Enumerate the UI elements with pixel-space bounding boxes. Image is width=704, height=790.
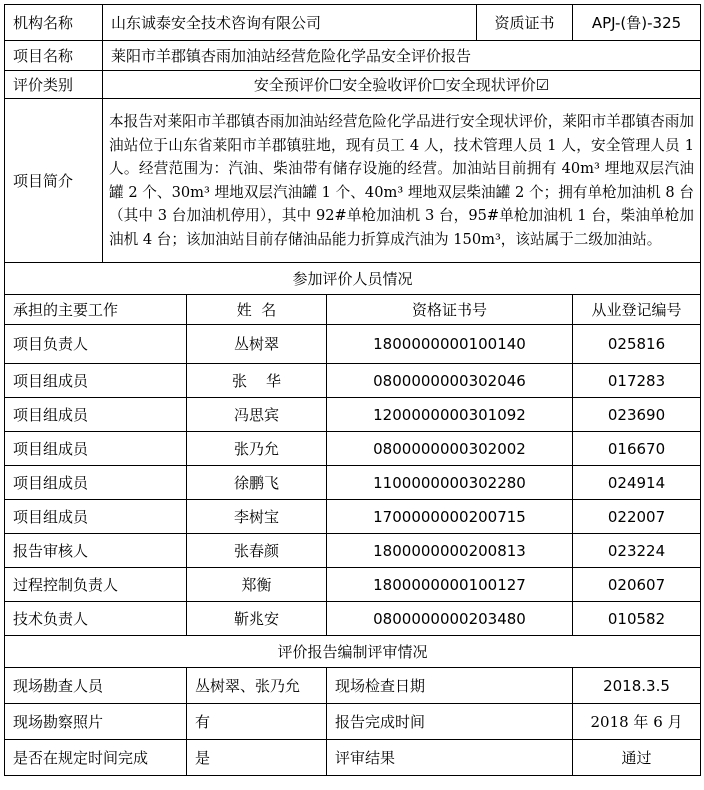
review-label: 现场检查日期 (327, 668, 573, 704)
review-label: 评审结果 (327, 740, 573, 776)
header-name: 姓 名 (187, 295, 327, 325)
personnel-row (5, 325, 701, 364)
person-reg: 022007 (573, 500, 701, 534)
person-role: 过程控制负责人 (5, 568, 187, 602)
review-value: 通过 (573, 740, 701, 776)
project-intro-text: 本报告对莱阳市羊郡镇杏雨加油站经营危险化学品进行安全现状评价，莱阳市羊郡镇杏雨加油站位于山东省莱阳市羊郡镇驻地，现有员工 4 人，技术管理人员 1 人，安全管理人员 1 人。经营范围为：汽油、柴油带有储存设施的经营。加油站目前拥有 40m³ 埋地双层汽油罐 2 个、30m³ 埋地双层汽油罐 1 个、40m³ 埋地双层柴油罐 2 个；拥有单枪加油机 8 台（其中 3 台加油机停用），其中 92#单枪加油机 3 台，95#单枪加油机 1 台，柴油单枪加油机 4 台；该加油站目前存储油品能力折算成汽油为 150m³，该站属于二级加油站。 (103, 99, 701, 263)
org-label: 机构名称 (5, 5, 103, 41)
person-role: 项目组成员 (5, 398, 187, 432)
person-name: 张春颜 (187, 534, 327, 568)
cert-label: 资质证书 (477, 5, 573, 41)
person-cert: 1700000000200715 (327, 500, 573, 534)
person-reg: 024914 (573, 466, 701, 500)
person-role: 项目组成员 (5, 432, 187, 466)
person-role: 项目组成员 (5, 364, 187, 398)
person-name: 冯思宾 (187, 398, 327, 432)
personnel-row (5, 466, 701, 500)
review-value: 丛树翠、张乃允 (187, 668, 327, 704)
personnel-row (5, 534, 701, 568)
person-cert: 1100000000302280 (327, 466, 573, 500)
person-cert: 0800000000302002 (327, 432, 573, 466)
review-label: 报告完成时间 (327, 704, 573, 740)
person-cert: 0800000000203480 (327, 602, 573, 636)
org-row (5, 5, 701, 41)
project-name-label: 项目名称 (5, 41, 103, 71)
evaluation-type-row (5, 71, 701, 99)
review-section-row (5, 636, 701, 668)
personnel-row (5, 398, 701, 432)
person-role: 项目负责人 (5, 325, 187, 364)
person-reg: 023690 (573, 398, 701, 432)
review-section-title: 评价报告编制评审情况 (5, 636, 701, 668)
personnel-row (5, 500, 701, 534)
project-intro-row (5, 99, 701, 263)
review-label: 现场勘查人员 (5, 668, 187, 704)
person-cert: 1800000000200813 (327, 534, 573, 568)
personnel-row (5, 568, 701, 602)
person-cert: 1800000000100127 (327, 568, 573, 602)
review-row (5, 740, 701, 776)
review-label: 是否在规定时间完成 (5, 740, 187, 776)
review-value: 有 (187, 704, 327, 740)
personnel-row (5, 602, 701, 636)
review-value: 2018 年 6 月 (573, 704, 701, 740)
person-name: 丛树翠 (187, 325, 327, 364)
review-row (5, 668, 701, 704)
person-cert: 1800000000100140 (327, 325, 573, 364)
personnel-row (5, 364, 701, 398)
person-name: 郑衡 (187, 568, 327, 602)
person-cert: 1200000000301092 (327, 398, 573, 432)
review-value: 2018.3.5 (573, 668, 701, 704)
info-table (4, 4, 701, 776)
review-label: 现场勘察照片 (5, 704, 187, 740)
person-reg: 010582 (573, 602, 701, 636)
person-name: 靳兆安 (187, 602, 327, 636)
evaluation-type-value: 安全预评价☐安全验收评价☐安全现状评价☑ (103, 71, 701, 99)
project-name-value: 莱阳市羊郡镇杏雨加油站经营危险化学品安全评价报告 (103, 41, 701, 71)
project-intro-label: 项目简介 (5, 99, 103, 263)
header-cert: 资格证书号 (327, 295, 573, 325)
person-name: 张乃允 (187, 432, 327, 466)
person-reg: 020607 (573, 568, 701, 602)
review-row (5, 704, 701, 740)
project-name-row (5, 41, 701, 71)
person-name: 徐鹏飞 (187, 466, 327, 500)
header-reg: 从业登记编号 (573, 295, 701, 325)
personnel-header-row (5, 295, 701, 325)
header-role: 承担的主要工作 (5, 295, 187, 325)
personnel-section-row (5, 263, 701, 295)
person-name: 张 华 (187, 364, 327, 398)
person-role: 项目组成员 (5, 466, 187, 500)
person-reg: 025816 (573, 325, 701, 364)
person-name: 李树宝 (187, 500, 327, 534)
person-reg: 016670 (573, 432, 701, 466)
org-value: 山东诚泰安全技术咨询有限公司 (103, 5, 477, 41)
person-role: 技术负责人 (5, 602, 187, 636)
person-role: 报告审核人 (5, 534, 187, 568)
personnel-section-title: 参加评价人员情况 (5, 263, 701, 295)
person-reg: 017283 (573, 364, 701, 398)
review-value: 是 (187, 740, 327, 776)
evaluation-type-label: 评价类别 (5, 71, 103, 99)
personnel-row (5, 432, 701, 466)
person-reg: 023224 (573, 534, 701, 568)
person-cert: 0800000000302046 (327, 364, 573, 398)
person-role: 项目组成员 (5, 500, 187, 534)
cert-value: APJ-(鲁)-325 (573, 5, 701, 41)
